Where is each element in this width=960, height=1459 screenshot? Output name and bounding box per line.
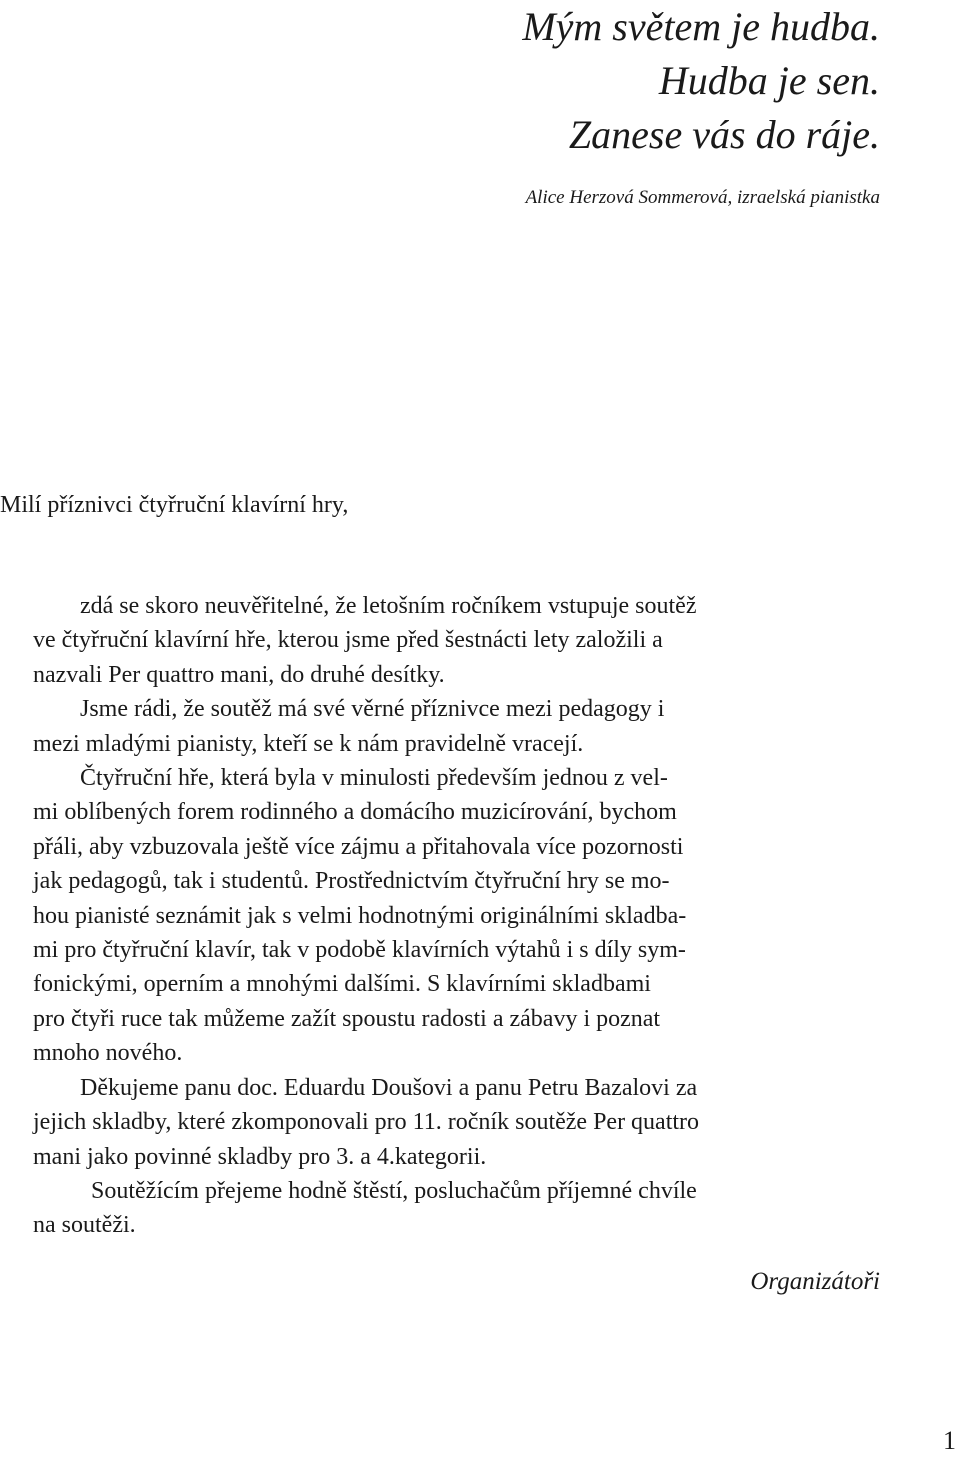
body-line: přáli, aby vzbuzovala ještě více zájmu a přitahovala více pozornosti	[33, 833, 684, 860]
body-line: jak pedagogů, tak i studentů. Prostřednictvím čtyřruční hry se mo-	[33, 868, 670, 895]
body-line: mnoho nového.	[33, 1040, 183, 1067]
body-line: ve čtyřruční klavírní hře, kterou jsme před šestnácti lety založili a	[33, 627, 663, 654]
body-line: Soutěžícím přejeme hodně štěstí, posluchačům příjemné chvíle	[91, 1177, 697, 1204]
body-line: zdá se skoro neuvěřitelné, že letošním ročníkem vstupuje soutěž	[80, 593, 697, 619]
body-line: mi pro čtyřruční klavír, tak v podobě klavírních výtahů i s díly sym-	[33, 937, 686, 964]
body-line: nazvali Per quattro mani, do druhé desítky.	[33, 661, 445, 688]
letter-salutation: Milí příznivci čtyřruční klavírní hry,	[0, 492, 349, 518]
body-line: jejich skladby, které zkomponovali pro 11. ročník soutěže Per quattro	[33, 1109, 700, 1136]
epigraph-line: Zanese vás do ráje.	[568, 112, 880, 157]
body-line: mi oblíbených forem rodinného a domácího muzicírování, bychom	[33, 799, 677, 826]
body-line: hou pianisté seznámit jak s velmi hodnotnými originálními skladba-	[33, 902, 687, 929]
body-line: Čtyřruční hře, která byla v minulosti především jednou z vel-	[80, 765, 668, 792]
epigraph-line: Hudba je sen.	[658, 58, 880, 103]
body-line: pro čtyři ruce tak můžeme zažít spoustu radosti a zábavy i poznat	[33, 1005, 661, 1032]
body-line: mezi mladými pianisty, kteří se k nám pravidelně vracejí.	[33, 730, 584, 757]
body-line: Děkujeme panu doc. Eduardu Doušovi a panu Petru Bazalovi za	[80, 1074, 698, 1101]
letter-body	[33, 589, 803, 1243]
body-line: Jsme rádi, že soutěž má své věrné příznivce mezi pedagogy i	[80, 696, 665, 723]
body-line: na soutěži.	[33, 1212, 136, 1239]
epigraph	[522, 0, 880, 162]
body-line: fonickými, operním a mnohými dalšími. S klavírními skladbami	[33, 971, 651, 998]
body-line: mani jako povinné skladby pro 3. a 4.kategorii.	[33, 1143, 487, 1170]
epigraph-attribution: Alice Herzová Sommerová, izraelská pianistka	[525, 187, 880, 208]
letter-signature: Organizátoři	[750, 1268, 880, 1295]
epigraph-line: Mým světem je hudba.	[522, 4, 880, 49]
page-number: 1	[943, 1426, 956, 1455]
